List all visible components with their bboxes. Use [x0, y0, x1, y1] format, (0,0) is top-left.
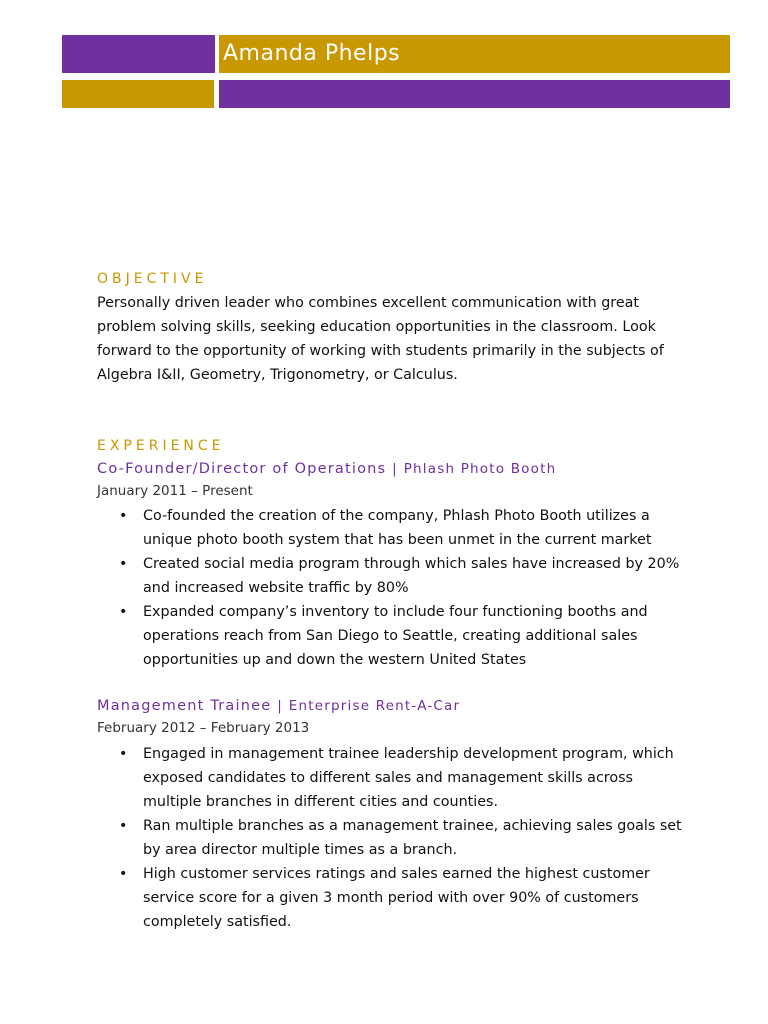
list-item	[97, 600, 697, 672]
job-separator: |	[392, 461, 398, 477]
bullet-line: and increased website traffic by 80%	[143, 580, 409, 596]
job-title	[97, 699, 460, 714]
bullet-line: operations reach from San Diego to Seattle, creating additional sales	[143, 628, 638, 644]
job-role: Management Trainee	[97, 698, 272, 714]
list-item	[97, 814, 697, 862]
bullet-line: unique photo booth system that has been unmet in the current market	[143, 532, 652, 548]
bullet-line: • Co-founded the creation of the company, Phlash Photo Booth utilizes a	[143, 508, 650, 524]
bullet-line: • Ran multiple branches as a management trainee, achieving sales goals set	[143, 818, 682, 834]
candidate-name: Amanda Phelps	[223, 41, 401, 66]
header-band-purple-right	[219, 80, 730, 108]
bullet-line: • Created social media program through which sales have increased by 20%	[143, 556, 680, 572]
objective-line: forward to the opportunity of working with students primarily in the subjects of	[97, 343, 664, 359]
bullet-line: • Engaged in management trainee leadership development program, which	[143, 746, 674, 762]
bullet-line: service score for a given 3 month period with over 90% of customers	[143, 890, 639, 906]
list-item	[97, 504, 697, 552]
bullet-line: • Expanded company’s inventory to include four functioning booths and	[143, 604, 648, 620]
job-company: Phlash Photo Booth	[403, 461, 557, 477]
job-bullet-list	[97, 742, 697, 934]
bullet-line: by area director multiple times as a branch.	[143, 842, 458, 858]
list-item	[97, 552, 697, 600]
experience-heading: EXPERIENCE	[97, 438, 225, 454]
bullet-line: exposed candidates to different sales and management skills across	[143, 770, 634, 786]
header-band-gold-left	[62, 80, 214, 108]
job-bullet-list	[97, 504, 697, 672]
objective-text	[97, 291, 697, 387]
job-role: Co-Founder/Director of Operations	[97, 461, 387, 477]
job-dates: January 2011 – Present	[97, 483, 253, 499]
job-dates: February 2012 – February 2013	[97, 720, 310, 736]
job-separator: |	[277, 698, 283, 714]
list-item	[97, 742, 697, 814]
objective-line: Personally driven leader who combines excellent communication with great	[97, 295, 639, 311]
bullet-line: opportunities up and down the western United States	[143, 652, 527, 668]
bullet-line: completely satisfied.	[143, 914, 292, 930]
objective-line: Algebra I&II, Geometry, Trigonometry, or Calculus.	[97, 367, 458, 383]
objective-heading: OBJECTIVE	[97, 271, 208, 287]
header-band-purple-left	[62, 35, 215, 73]
objective-line: problem solving skills, seeking education opportunities in the classroom. Look	[97, 319, 656, 335]
list-item	[97, 862, 697, 934]
bullet-line: multiple branches in different cities and counties.	[143, 794, 498, 810]
job-company: Enterprise Rent-A-Car	[288, 698, 461, 714]
bullet-line: • High customer services ratings and sales earned the highest customer	[143, 866, 650, 882]
job-title	[97, 462, 556, 477]
